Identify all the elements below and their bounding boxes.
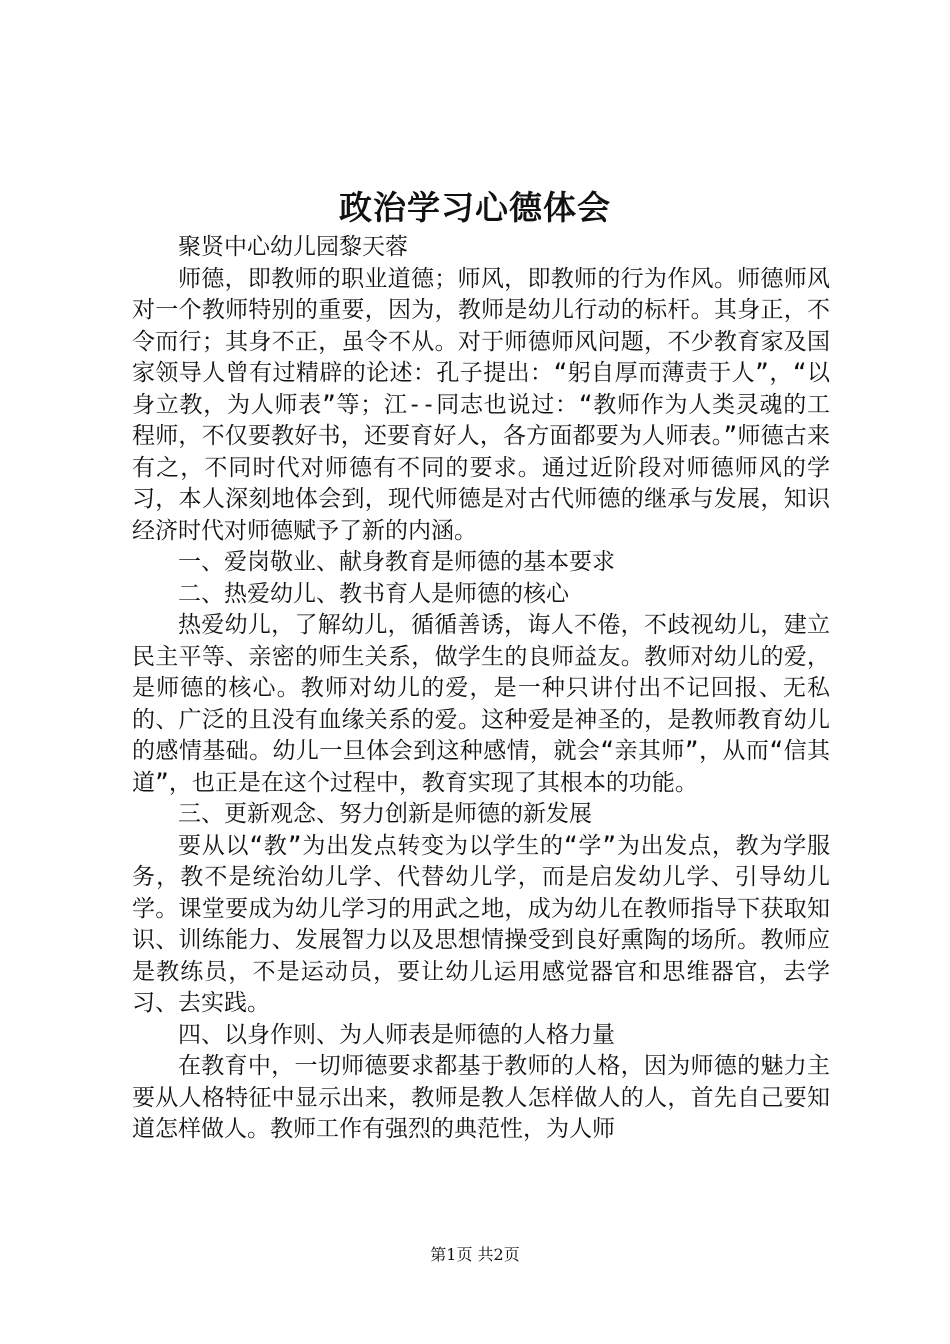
section-heading-4: 四、以身作则、为人师表是师德的人格力量 [178, 1021, 615, 1048]
paragraph-section-2: 热爱幼儿，了解幼儿，循循善诱，诲人不倦，不歧视幼儿，建立民主平等、亲密的师生关系，做学生的良师益友。教师对幼儿的爱，是师德的核心。教师对幼儿的爱，是一种只讲付出不记回报、无私的、广泛的且没有血缘关系的爱。这种爱是神圣的，是教师教育幼儿的感情基础。幼儿一旦体会到这种感情，就会“亲其师”，从而“信其道”，也正是在这个过程中，教育实现了其根本的功能。 [132, 612, 830, 796]
section-heading-1: 一、爱岗敬业、献身教育是师德的基本要求 [178, 549, 615, 575]
section-heading-2: 二、热爱幼儿、教书育人是师德的核心 [178, 580, 569, 607]
paragraph-section-4: 在教育中，一切师德要求都基于教师的人格，因为师德的魅力主要从人格特征中显示出来，教师是教人怎样做人的人，首先自己要知道怎样做人。教师工作有强烈的典范性，为人师 [132, 1053, 830, 1142]
document-body [132, 232, 830, 1146]
section-heading-3: 三、更新观念、努力创新是师德的新发展 [178, 801, 592, 827]
page-footer: 第1页 共2页 [430, 1245, 520, 1264]
paragraph-intro: 师德，即教师的职业道德；师风，即教师的行为作风。师德师风对一个教师特别的重要，因为，教师是幼儿行动的标杆。其身正，不令而行；其身不正，虽令不从。对于师德师风问题，不少教育家及国家领导人曾有过精辟的论述：孔子提出：“躬自厚而薄责于人”，“以身立教，为人师表”等；江--同志也说过：“教师作为人类灵魂的工程师，不仅要教好书，还要育好人，各方面都要为人师表。”师德古来有之，不同时代对师德有不同的要求。通过近阶段对师德师风的学习，本人深刻地体会到，现代师德是对古代师德的继承与发展，知识经济时代对师德赋予了新的内涵。 [132, 265, 830, 544]
page-title: 政治学习心德体会 [339, 188, 611, 227]
author-line: 聚贤中心幼儿园黎天蓉 [178, 234, 408, 260]
paragraph-section-3: 要从以“教”为出发点转变为以学生的“学”为出发点，教为学服务，教不是统治幼儿学、代替幼儿学，而是启发幼儿学、引导幼儿学。课堂要成为幼儿学习的用武之地，成为幼儿在教师指导下获取知识、训练能力、发展智力以及思想情操受到良好熏陶的场所。教师应是教练员，不是运动员，要让幼儿运用感觉器官和思维器官，去学习、去实践。 [132, 832, 830, 1016]
